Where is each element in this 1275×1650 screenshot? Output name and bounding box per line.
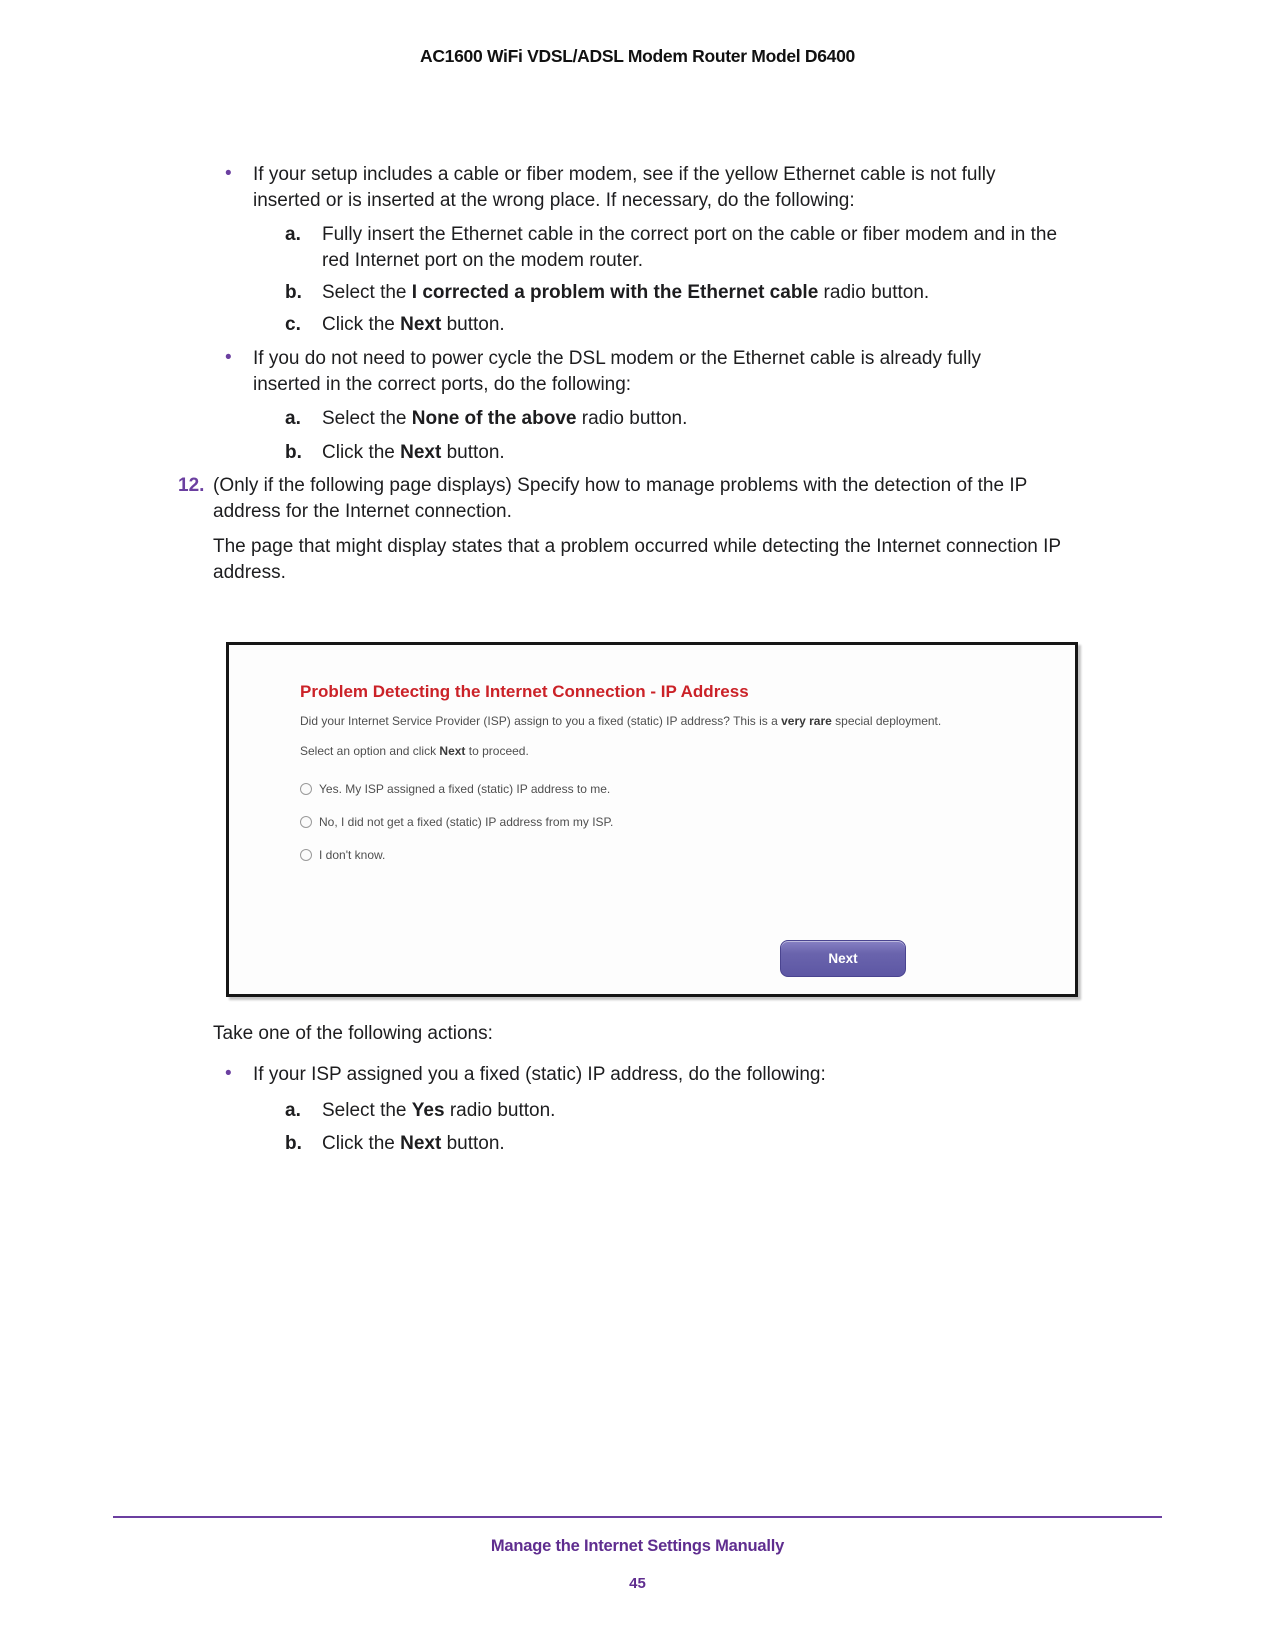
footer-section-title: Manage the Internet Settings Manually bbox=[490, 1537, 785, 1555]
list-item-a bbox=[285, 222, 1075, 274]
step-text: (Only if the following page displays) Specify how to manage problems with the detection of the IP address for the Internet connection. bbox=[213, 475, 1027, 522]
list-item-text: Fully insert the Ethernet cable in the correct port on the cable or fiber modem and in the red Internet port on the modem router. bbox=[322, 224, 1058, 271]
radio-button-icon bbox=[300, 783, 312, 795]
paragraph: The page that might display states that a problem occurred while detecting the Internet connection IP address. bbox=[213, 536, 1061, 583]
radio-button-icon bbox=[300, 816, 312, 828]
radio-option-yes bbox=[300, 781, 1015, 797]
bullet-text: If you do not need to power cycle the DSL modem or the Ethernet cable is already fully inserted in the correct ports, do the following: bbox=[253, 348, 982, 395]
list-item-text: Select the I corrected a problem with the Ethernet cable radio button. bbox=[322, 282, 930, 303]
step-number: 12. bbox=[178, 475, 205, 496]
list-letter: b. bbox=[285, 282, 302, 303]
list-letter: b. bbox=[285, 442, 302, 463]
radio-button-icon bbox=[300, 849, 312, 861]
list-item-text: Click the Next button. bbox=[322, 314, 505, 335]
embedded-screenshot bbox=[226, 642, 1078, 997]
doc-header bbox=[0, 46, 1275, 67]
radio-option-no bbox=[300, 814, 1015, 830]
list-item-a bbox=[285, 406, 1075, 432]
list-item-a bbox=[285, 1098, 1075, 1124]
bullet-item bbox=[213, 1062, 1033, 1088]
list-letter: b. bbox=[285, 1133, 302, 1154]
list-item-text: Select the None of the above radio button. bbox=[322, 408, 688, 429]
list-letter: a. bbox=[285, 408, 301, 429]
next-button-label: Next bbox=[828, 950, 858, 966]
list-item-c bbox=[285, 312, 1075, 338]
screenshot-question: Did your Internet Service Provider (ISP) assign to you a fixed (static) IP address? This is a very rare special deployment. bbox=[300, 714, 942, 728]
radio-option-label: Yes. My ISP assigned a fixed (static) IP address to me. bbox=[319, 782, 611, 796]
bullet-text: If your setup includes a cable or fiber modem, see if the yellow Ethernet cable is not fully inserted or is inserted at the wrong place. If necessary, do the following: bbox=[253, 164, 996, 211]
radio-option-label: I don't know. bbox=[319, 848, 386, 862]
list-letter: a. bbox=[285, 224, 301, 245]
bullet-item bbox=[213, 162, 1033, 214]
list-item-text: Click the Next button. bbox=[322, 442, 505, 463]
page-footer bbox=[113, 1516, 1162, 1592]
page-number: 45 bbox=[629, 1575, 646, 1592]
list-item-b bbox=[285, 1131, 1075, 1157]
list-item-b bbox=[285, 280, 1075, 306]
bullet-text: If your ISP assigned you a fixed (static) IP address, do the following: bbox=[253, 1064, 826, 1085]
doc-header-title: AC1600 WiFi VDSL/ADSL Modem Router Model D6400 bbox=[420, 46, 855, 66]
list-item-text: Click the Next button. bbox=[322, 1133, 505, 1154]
bullet-icon: • bbox=[225, 163, 232, 184]
screenshot-title: Problem Detecting the Internet Connection - IP Address bbox=[300, 682, 749, 701]
radio-option-label: No, I did not get a fixed (static) IP address from my ISP. bbox=[319, 815, 614, 829]
bullet-icon: • bbox=[225, 347, 232, 368]
page-content bbox=[178, 162, 1075, 1157]
numbered-step-12 bbox=[178, 473, 1075, 525]
list-letter: c. bbox=[285, 314, 301, 335]
bullet-item bbox=[213, 346, 1033, 398]
list-letter: a. bbox=[285, 1100, 301, 1121]
bullet-icon: • bbox=[225, 1063, 232, 1084]
paragraph: Take one of the following actions: bbox=[213, 1023, 493, 1044]
screenshot-instruction: Select an option and click Next to proceed. bbox=[300, 744, 529, 758]
screenshot-content bbox=[229, 645, 1075, 863]
list-item-b bbox=[285, 440, 1075, 466]
list-item-text: Select the Yes radio button. bbox=[322, 1100, 556, 1121]
next-button bbox=[780, 940, 906, 977]
radio-option-dont-know bbox=[300, 847, 1015, 863]
